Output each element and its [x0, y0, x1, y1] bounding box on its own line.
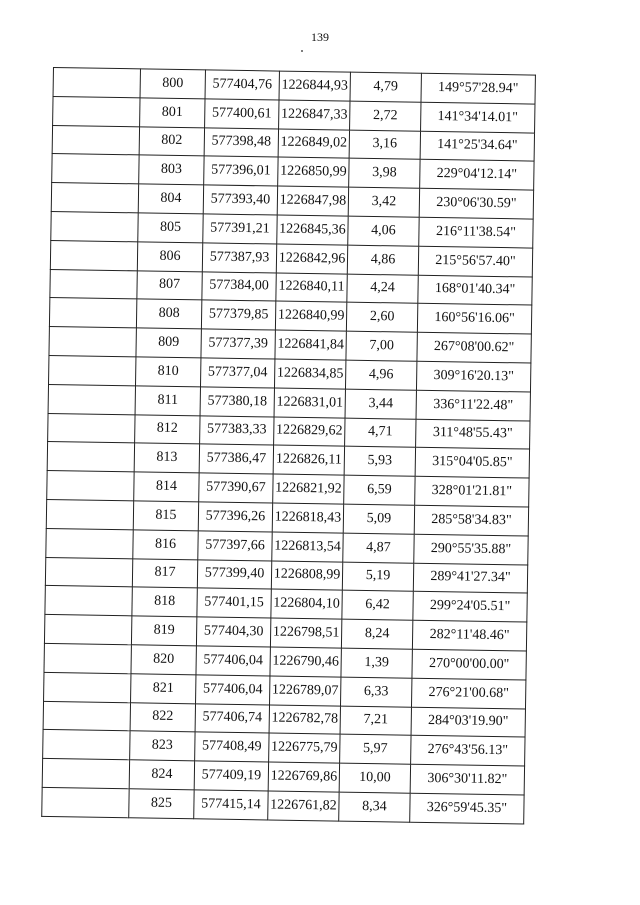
page-number: 139 — [311, 30, 329, 44]
x-coordinate-cell: 577390,67 — [199, 473, 273, 503]
point-number-cell: 820 — [131, 645, 196, 675]
coordinates-table-body — [42, 68, 536, 824]
blank-cell — [45, 586, 132, 616]
direction-angle-cell: 276°21'00.68" — [411, 678, 525, 709]
point-number-cell: 812 — [135, 414, 200, 444]
y-coordinate-cell: 1226849,02 — [278, 129, 349, 159]
length-cell: 4,86 — [347, 245, 418, 275]
direction-angle-cell: 149°57'28.94" — [421, 73, 535, 104]
x-coordinate-cell: 577406,74 — [195, 703, 269, 733]
direction-angle-cell: 311°48'55.43" — [416, 419, 530, 450]
y-coordinate-cell: 1226813,54 — [272, 532, 343, 562]
direction-angle-cell: 141°25'34.64" — [420, 131, 534, 162]
x-coordinate-cell: 577409,19 — [194, 761, 268, 791]
direction-angle-cell: 270°00'00.00" — [412, 649, 526, 680]
point-number-cell: 811 — [135, 386, 200, 416]
blank-cell — [50, 269, 137, 299]
point-number-cell: 801 — [140, 98, 205, 128]
blank-cell — [43, 730, 130, 760]
x-coordinate-cell: 577391,21 — [203, 214, 277, 244]
direction-angle-cell: 168°01'40.34" — [418, 275, 532, 306]
x-coordinate-cell: 577408,49 — [195, 732, 269, 762]
blank-cell — [44, 672, 131, 702]
x-coordinate-cell: 577396,01 — [204, 156, 278, 186]
point-number-cell: 819 — [131, 616, 196, 646]
length-cell: 2,60 — [346, 303, 417, 333]
blank-cell — [50, 240, 137, 270]
x-coordinate-cell: 577406,04 — [196, 646, 270, 676]
x-coordinate-cell: 577377,04 — [200, 358, 274, 388]
length-cell: 4,71 — [345, 418, 416, 448]
direction-angle-cell: 141°34'14.01" — [421, 102, 535, 133]
x-coordinate-cell: 577406,04 — [196, 675, 270, 705]
direction-angle-cell: 267°08'00.62" — [417, 332, 531, 363]
length-cell: 3,44 — [345, 389, 416, 419]
blank-cell — [49, 327, 136, 357]
y-coordinate-cell: 1226818,43 — [272, 503, 343, 533]
point-number-cell: 821 — [131, 674, 196, 704]
blank-cell — [51, 211, 138, 241]
point-number-cell: 805 — [138, 213, 203, 243]
y-coordinate-cell: 1226790,46 — [270, 647, 341, 677]
direction-angle-cell: 309°16'20.13" — [416, 361, 530, 392]
length-cell: 5,09 — [343, 504, 414, 534]
point-number-cell: 809 — [136, 328, 201, 358]
direction-angle-cell: 328°01'21.81" — [415, 476, 529, 507]
length-cell: 2,72 — [350, 101, 421, 131]
direction-angle-cell: 336°11'22.48" — [416, 390, 530, 421]
direction-angle-cell: 285°58'34.83" — [414, 505, 528, 536]
y-coordinate-cell: 1226821,92 — [273, 474, 344, 504]
y-coordinate-cell: 1226847,98 — [277, 186, 348, 216]
point-number-cell: 804 — [138, 184, 203, 214]
blank-cell — [51, 183, 138, 213]
blank-cell — [48, 413, 135, 443]
y-coordinate-cell: 1226804,10 — [271, 589, 342, 619]
blank-cell — [49, 355, 136, 385]
blank-cell — [53, 68, 140, 98]
direction-angle-cell: 282°11'48.46" — [412, 620, 526, 651]
point-number-cell: 824 — [129, 760, 194, 790]
direction-angle-cell: 326°59'45.35" — [410, 793, 524, 824]
x-coordinate-cell: 577400,61 — [205, 99, 279, 129]
blank-cell — [46, 528, 133, 558]
y-coordinate-cell: 1226840,11 — [276, 273, 347, 303]
length-cell: 10,00 — [339, 763, 410, 793]
blank-cell — [42, 787, 129, 817]
blank-cell — [44, 643, 131, 673]
y-coordinate-cell: 1226831,01 — [274, 388, 345, 418]
blank-cell — [46, 499, 133, 529]
blank-cell — [48, 384, 135, 414]
table-row — [42, 787, 524, 823]
y-coordinate-cell: 1226842,96 — [276, 244, 347, 274]
y-coordinate-cell: 1226789,07 — [270, 676, 341, 706]
length-cell: 8,34 — [339, 792, 410, 822]
direction-angle-cell: 284°03'19.90" — [411, 707, 525, 738]
direction-angle-cell: 276°43'56.13" — [411, 736, 525, 767]
blank-cell — [53, 96, 140, 126]
scan-speck — [301, 50, 303, 52]
x-coordinate-cell: 577396,26 — [198, 502, 272, 532]
point-number-cell: 815 — [133, 501, 198, 531]
blank-cell — [47, 442, 134, 472]
y-coordinate-cell: 1226769,86 — [268, 762, 339, 792]
point-number-cell: 803 — [139, 155, 204, 185]
direction-angle-cell: 215°56'57.40" — [418, 246, 532, 277]
x-coordinate-cell: 577393,40 — [203, 185, 277, 215]
x-coordinate-cell: 577401,15 — [197, 588, 271, 618]
x-coordinate-cell: 577397,66 — [198, 531, 272, 561]
direction-angle-cell: 229°04'12.14" — [420, 160, 534, 191]
y-coordinate-cell: 1226845,36 — [277, 215, 348, 245]
blank-cell — [42, 759, 129, 789]
x-coordinate-cell: 577415,14 — [194, 790, 268, 820]
length-cell: 4,87 — [343, 533, 414, 563]
x-coordinate-cell: 577377,39 — [201, 329, 275, 359]
blank-cell — [43, 701, 130, 731]
y-coordinate-cell: 1226782,78 — [269, 705, 340, 735]
length-cell: 3,16 — [349, 130, 420, 160]
length-cell: 7,21 — [340, 706, 411, 736]
point-number-cell: 808 — [136, 299, 201, 329]
direction-angle-cell: 306°30'11.82" — [410, 764, 524, 795]
x-coordinate-cell: 577380,18 — [200, 387, 274, 417]
direction-angle-cell: 290°55'35.88" — [414, 534, 528, 565]
length-cell: 3,42 — [348, 187, 419, 217]
blank-cell — [49, 298, 136, 328]
y-coordinate-cell: 1226808,99 — [271, 561, 342, 591]
y-coordinate-cell: 1226798,51 — [270, 618, 341, 648]
direction-angle-cell: 289°41'27.34" — [413, 563, 527, 594]
point-number-cell: 806 — [137, 242, 202, 272]
blank-cell — [47, 471, 134, 501]
length-cell: 5,19 — [342, 562, 413, 592]
x-coordinate-cell: 577399,40 — [197, 559, 271, 589]
y-coordinate-cell: 1226829,62 — [274, 417, 345, 447]
direction-angle-cell: 230°06'30.59" — [419, 188, 533, 219]
y-coordinate-cell: 1226761,82 — [268, 791, 339, 821]
length-cell: 5,97 — [340, 734, 411, 764]
blank-cell — [45, 557, 132, 587]
point-number-cell: 807 — [137, 270, 202, 300]
length-cell: 4,96 — [345, 360, 416, 390]
length-cell: 4,06 — [348, 216, 419, 246]
length-cell: 8,24 — [341, 619, 412, 649]
length-cell: 6,33 — [341, 677, 412, 707]
y-coordinate-cell: 1226826,11 — [273, 445, 344, 475]
direction-angle-cell: 160°56'16.06" — [417, 304, 531, 335]
y-coordinate-cell: 1226844,93 — [279, 71, 350, 101]
point-number-cell: 810 — [136, 357, 201, 387]
length-cell: 7,00 — [346, 331, 417, 361]
direction-angle-cell: 216°11'38.54" — [419, 217, 533, 248]
direction-angle-cell: 315°04'05.85" — [415, 448, 529, 479]
length-cell: 5,93 — [344, 446, 415, 476]
length-cell: 1,39 — [341, 648, 412, 678]
x-coordinate-cell: 577384,00 — [202, 271, 276, 301]
point-number-cell: 800 — [140, 69, 205, 99]
x-coordinate-cell: 577383,33 — [200, 415, 274, 445]
y-coordinate-cell: 1226850,99 — [278, 157, 349, 187]
x-coordinate-cell: 577404,30 — [196, 617, 270, 647]
x-coordinate-cell: 577398,48 — [204, 127, 278, 157]
y-coordinate-cell: 1226840,99 — [275, 301, 346, 331]
point-number-cell: 822 — [130, 702, 195, 732]
point-number-cell: 813 — [134, 443, 199, 473]
x-coordinate-cell: 577387,93 — [202, 243, 276, 273]
x-coordinate-cell: 577379,85 — [201, 300, 275, 330]
length-cell: 6,59 — [344, 475, 415, 505]
length-cell: 3,98 — [349, 159, 420, 189]
point-number-cell: 814 — [134, 472, 199, 502]
point-number-cell: 818 — [132, 587, 197, 617]
point-number-cell: 816 — [133, 530, 198, 560]
blank-cell — [44, 615, 131, 645]
point-number-cell: 817 — [132, 558, 197, 588]
coordinates-table — [41, 67, 536, 824]
point-number-cell: 802 — [139, 126, 204, 156]
y-coordinate-cell: 1226847,33 — [279, 100, 350, 130]
length-cell: 4,24 — [347, 274, 418, 304]
blank-cell — [52, 154, 139, 184]
point-number-cell: 823 — [130, 731, 195, 761]
length-cell: 6,42 — [342, 590, 413, 620]
x-coordinate-cell: 577386,47 — [199, 444, 273, 474]
y-coordinate-cell: 1226834,85 — [274, 359, 345, 389]
direction-angle-cell: 299°24'05.51" — [413, 592, 527, 623]
length-cell: 4,79 — [350, 72, 421, 102]
y-coordinate-cell: 1226841,84 — [275, 330, 346, 360]
point-number-cell: 825 — [129, 789, 194, 819]
blank-cell — [52, 125, 139, 155]
y-coordinate-cell: 1226775,79 — [269, 733, 340, 763]
x-coordinate-cell: 577404,76 — [205, 70, 279, 100]
